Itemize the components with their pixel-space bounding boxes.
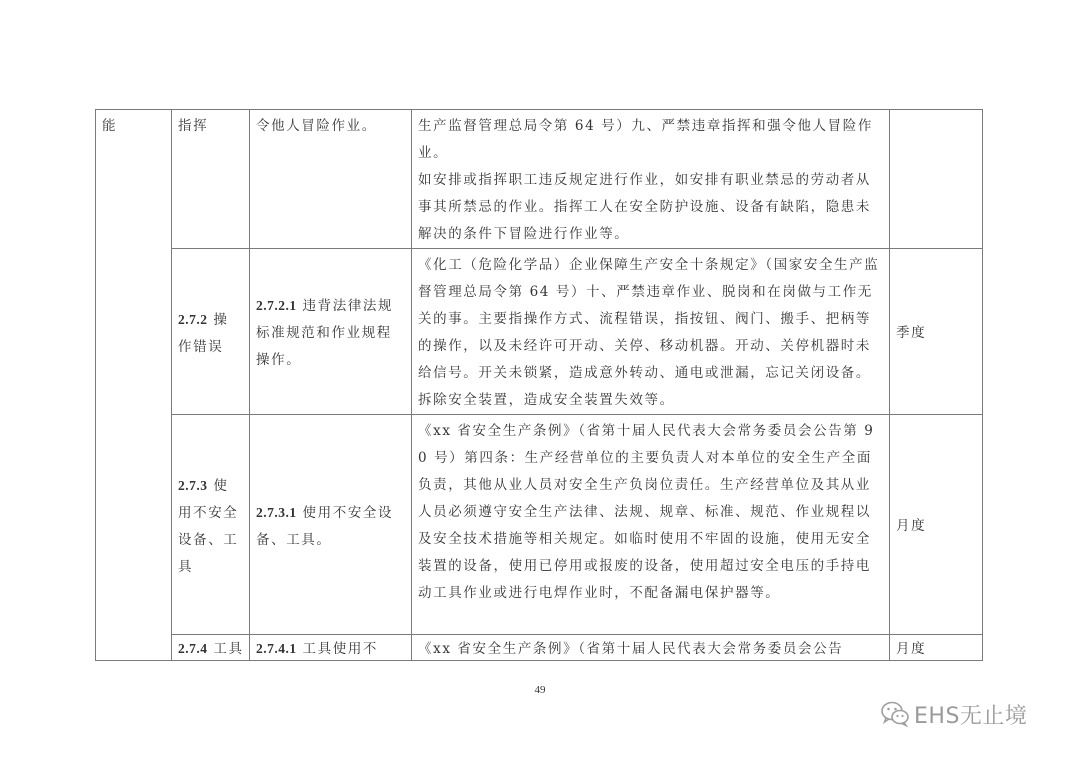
frequency-text: 月度 xyxy=(896,641,927,657)
page-number: 49 xyxy=(534,684,546,696)
basis-cell xyxy=(412,635,890,661)
subitem-text: 工具使用不 xyxy=(302,641,379,657)
subitem-cell xyxy=(250,110,412,249)
basis-paragraph: 《xx 省安全生产条例》（省第十届人民代表大会常务委员会公告第 90 号）第四条：生产经营单位的主要负责人对本单位的安全生产全面负责，其他从业人员对安全生产负岗位责任。生产经营单位及其从业人员必须遵守安全生产法律、法规、规章、标准、规范、作业规程以及安全技术措施等相关规定。如临时使用不牢固的设施，使用无安全装置的设备，使用已停用或报废的设备，使用超过安全电压的手持电动工具作业或进行电焊作业时，不配备漏电保护器等。 xyxy=(418,423,875,601)
category-text: 能 xyxy=(102,118,118,134)
item-text: 指挥 xyxy=(178,118,209,134)
subitem-text: 令他人冒险作业。 xyxy=(256,118,377,134)
subitem-text: 违背法律法规标准规范和作业规程操作。 xyxy=(256,298,394,368)
frequency-cell xyxy=(890,249,983,415)
subitem-cell xyxy=(250,415,412,635)
subitem-cell xyxy=(250,249,412,415)
basis-paragraph: 如安排或指挥职工违反规定进行作业，如安排有职业禁忌的劳动者从事其所禁忌的作业。指挥工人在安全防护设施、设备有缺陷，隐患未解决的条件下冒险进行作业等。 xyxy=(418,172,871,242)
category-cell xyxy=(96,110,172,661)
item-cell xyxy=(172,110,250,249)
frequency-cell xyxy=(890,415,983,635)
table-row xyxy=(96,110,983,249)
table-row xyxy=(96,415,983,635)
item-text: 使用不安全设备、工具 xyxy=(178,477,239,575)
basis-cell xyxy=(412,110,890,249)
regulation-table xyxy=(95,109,983,661)
subitem-number: 2.7.3.1 xyxy=(256,504,297,520)
basis-paragraph: 《xx 省安全生产条例》（省第十届人民代表大会常务委员会公告 xyxy=(418,641,844,657)
table-row xyxy=(96,249,983,415)
subitem-number: 2.7.2.1 xyxy=(256,298,297,313)
item-cell xyxy=(172,249,250,415)
subitem-text: 使用不安全设备、工具。 xyxy=(256,504,394,548)
wechat-icon xyxy=(880,700,910,728)
subitem-number: 2.7.4.1 xyxy=(256,641,297,656)
item-text: 操作错误 xyxy=(178,311,229,355)
basis-paragraph: 生产监督管理总局令第 64 号）九、严禁违章指挥和强令他人冒险作业。 xyxy=(418,118,873,161)
item-number: 2.7.3 xyxy=(178,477,208,493)
basis-cell xyxy=(412,415,890,635)
item-cell xyxy=(172,415,250,635)
frequency-text: 月度 xyxy=(896,517,927,534)
item-number: 2.7.4 xyxy=(178,641,208,656)
item-number: 2.7.2 xyxy=(178,311,208,327)
item-text: 工具 xyxy=(213,641,244,657)
frequency-cell xyxy=(890,110,983,249)
subitem-cell xyxy=(250,635,412,661)
frequency-text: 季度 xyxy=(896,324,927,341)
watermark-text: EHS无止境 xyxy=(914,703,1028,729)
item-cell xyxy=(172,635,250,661)
frequency-cell xyxy=(890,635,983,661)
watermark xyxy=(880,696,1027,732)
basis-paragraph: 《化工（危险化学品）企业保障生产安全十条规定》（国家安全生产监督管理总局令第 64 号）十、严禁违章作业、脱岗和在岗做与工作无关的事。主要指操作方式、流程错误，指按钮、阀门、搬手、把柄等的操作，以及未经许可开动、关停、移动机器。开动、关停机器时未给信号。开关未锁紧，造成意外转动、通电或泄漏，忘记关闭设备。拆除安全装置，造成安全装置失效等。 xyxy=(418,257,880,408)
basis-cell xyxy=(412,249,890,415)
regulation-table-wrap xyxy=(95,109,982,661)
table-row xyxy=(96,635,983,661)
